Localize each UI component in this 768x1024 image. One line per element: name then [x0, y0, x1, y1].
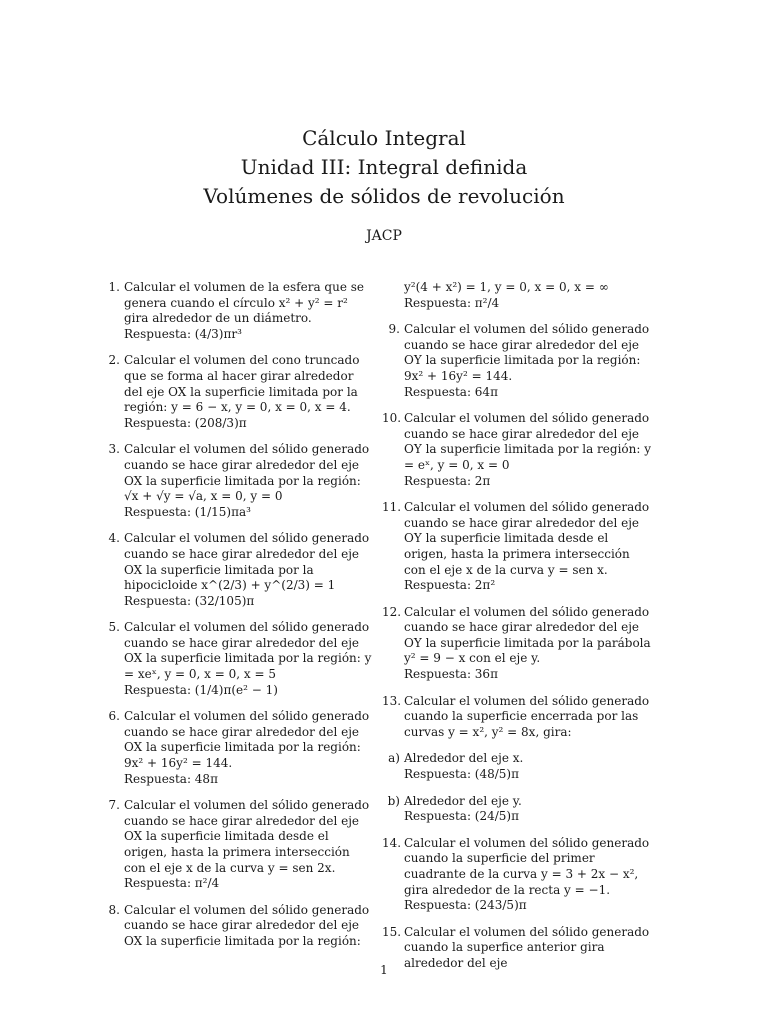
exercise-number: 11.	[382, 500, 402, 515]
exercise-answer: Respuesta: π²/4	[404, 295, 500, 310]
exercise-text: Calcular el volumen del sólido generado cuando se hace girar alrededor del eje OX la superficie limitada desde el origen, hasta la primera intersección con el eje x de la curva y = sen 2x.	[124, 798, 370, 875]
exercise-text: Calcular el volumen del sólido generado cuando se hace girar alrededor del eje OY la superficie limitada desde el origen, hasta la primera intersección con el eje x de la curva y = sen x.	[404, 500, 650, 577]
exercise-text: Calcular el volumen del sólido generado cuando se hace girar alrededor del eje OX la superficie limitada por la región:	[124, 902, 370, 948]
exercise-item	[382, 322, 654, 400]
page-number: 1	[380, 963, 388, 977]
exercise-text: Alrededor del eje y.	[404, 793, 522, 808]
exercise-item	[382, 605, 654, 683]
exercise-number: 2.	[108, 353, 120, 368]
exercise-number: 12.	[382, 604, 402, 619]
exercise-answer: Respuesta: (48/5)π	[404, 767, 519, 782]
exercise-text: Calcular el volumen del sólido generado cuando se hace girar alrededor del eje OY la superficie limitada por la parábola y² = 9 − x con el eje y.	[404, 604, 651, 666]
exercise-item	[382, 411, 654, 489]
exercise-text: y²(4 + x²) = 1, y = 0, x = 0, x = ∞	[404, 280, 609, 294]
sub-item-label: a)	[388, 751, 400, 766]
exercise-answer: Respuesta: 36π	[404, 667, 498, 682]
exercise-number: 15.	[382, 924, 402, 939]
exercise-text: Calcular el volumen del sólido generado cuando se hace girar alrededor del eje OX la superficie limitada por la región: √x + √y = √a, x = 0, y = 0	[124, 442, 370, 504]
title-unit: Unidad III: Integral definida	[240, 155, 528, 179]
exercise-number: 7.	[108, 798, 120, 813]
exercise-text: Calcular el volumen del sólido generado cuando la superfice anterior gira alrededor del eje	[404, 924, 650, 970]
exercise-text: Calcular el volumen del sólido generado cuando se hace girar alrededor del eje OX la superficie limitada por la región: y = xeˣ, y = 0, x = 0, x = 5	[124, 620, 372, 682]
exercise-text: Calcular el volumen del sólido generado cuando la superficie del primer cuadrante de la curva y = 3 + 2x − x², gira alrededor de la recta y = −1.	[404, 835, 650, 897]
exercise-answer: Respuesta: 48π	[124, 771, 218, 786]
exercise-item	[102, 903, 372, 950]
author: JACP	[366, 228, 402, 244]
exercise-item	[382, 694, 654, 741]
exercise-number: 6.	[108, 709, 120, 724]
sub-item-label: b)	[387, 793, 400, 808]
right-column	[382, 280, 654, 983]
exercise-text: Calcular el volumen del sólido generado cuando se hace girar alrededor del eje OX la superficie limitada por la hipocicloide x^(2/3) + y^(2/3) = 1	[124, 531, 370, 593]
exercise-answer: Respuesta: (1/15)πa³	[124, 504, 251, 519]
exercise-text: Calcular el volumen del sólido generado cuando se hace girar alrededor del eje OX la superficie limitada por la región: 9x² + 16y² = 144.	[124, 709, 370, 771]
title-topic: Volúmenes de sólidos de revolución	[203, 184, 565, 208]
left-column	[102, 280, 372, 961]
exercise-answer: Respuesta: 64π	[404, 384, 498, 399]
exercise-text: Calcular el volumen del sólido generado cuando se hace girar alrededor del eje OY la superficie limitada por la región: y = eˣ, y = 0, x = 0	[404, 411, 651, 472]
exercise-answer: Respuesta: 2π²	[404, 578, 496, 593]
exercise-text: Calcular el volumen del cono truncado que se forma al hacer girar alrededor del eje OX la superficie limitada por la región: y = 6 − x, y = 0, x = 0, x = 4.	[124, 353, 360, 415]
exercise-number: 14.	[382, 835, 402, 850]
exercise-answer: Respuesta: (32/105)π	[124, 593, 255, 608]
exercise-item	[102, 280, 372, 342]
exercise-number: 10.	[382, 411, 402, 426]
exercise-answer: Respuesta: (243/5)π	[404, 898, 527, 913]
exercise-answer: Respuesta: π²/4	[124, 876, 220, 891]
exercise-item	[102, 531, 372, 609]
exercise-text: Alrededor del eje x.	[404, 751, 524, 766]
title-course: Cálculo Integral	[302, 126, 466, 150]
exercise-number: 1.	[108, 280, 120, 294]
exercise-continuation	[382, 280, 654, 311]
exercise-item	[382, 500, 654, 594]
exercise-number: 9.	[388, 322, 400, 337]
exercise-item	[102, 442, 372, 520]
exercise-number: 3.	[108, 442, 120, 457]
exercise-item	[102, 709, 372, 787]
exercise-answer: Respuesta: (24/5)π	[404, 809, 519, 824]
exercise-text: Calcular el volumen de la esfera que se genera cuando el círculo x² + y² = r² gira alrededor de un diámetro.	[124, 280, 365, 326]
exercise-text: Calcular el volumen del sólido generado cuando se hace girar alrededor del eje OY la superficie limitada por la región: 9x² + 16y² = 144.	[404, 322, 650, 383]
exercise-number: 13.	[382, 693, 402, 708]
exercise-answer: Respuesta: (208/3)π	[124, 415, 247, 430]
exercise-number: 4.	[108, 531, 120, 546]
exercise-answer: Respuesta: (4/3)πr³	[124, 326, 242, 341]
sub-item	[382, 751, 654, 782]
exercise-item	[102, 353, 372, 431]
exercise-item	[102, 798, 372, 892]
exercise-text: Calcular el volumen del sólido generado cuando la superficie encerrada por las curvas y = x², y² = 8x, gira:	[404, 693, 650, 739]
exercise-item	[382, 836, 654, 914]
exercise-number: 8.	[108, 902, 120, 917]
exercise-number: 5.	[108, 620, 120, 635]
sub-item	[382, 794, 654, 825]
exercise-answer: Respuesta: 2π	[404, 473, 491, 488]
exercise-answer: Respuesta: (1/4)π(e² − 1)	[124, 682, 278, 697]
exercise-item	[102, 620, 372, 698]
